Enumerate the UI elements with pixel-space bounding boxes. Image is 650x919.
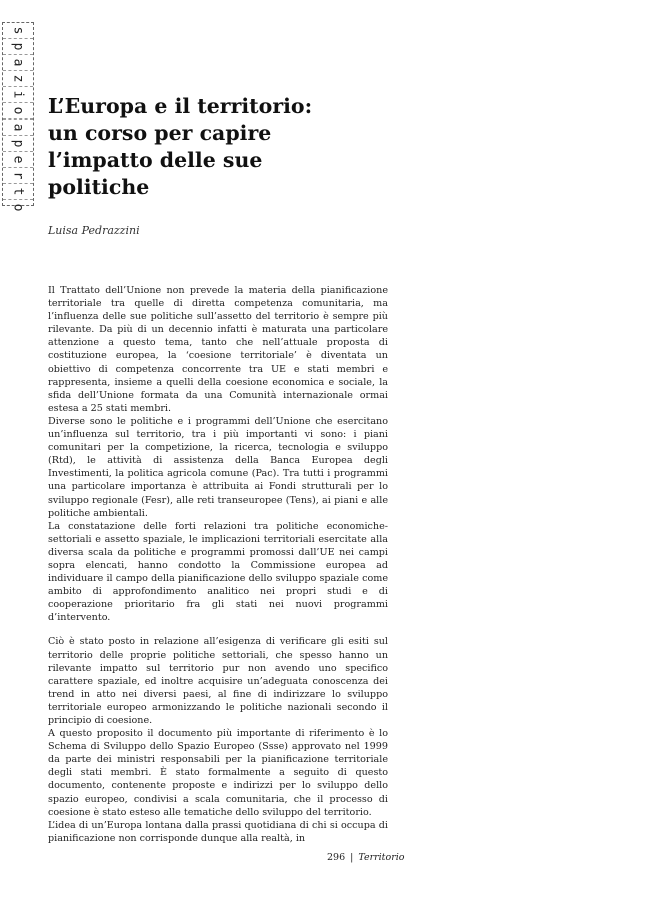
footer-separator: | [350, 852, 354, 863]
section-tab-letter: a [10, 58, 26, 67]
section-tab-letter: t [10, 187, 26, 196]
article-title: L’Europa e il territorio: un corso per capire l’impatto delle sue politiche [48, 94, 313, 199]
section-tab-letter: e [10, 155, 26, 164]
section-tab-cell [3, 184, 33, 200]
journal-name: Territorio [358, 852, 405, 863]
page-footer [327, 852, 405, 863]
body-paragraph: Diverse sono le politiche e i programmi dell’Unione che esercitano un’influenza sul territorio, tra i più importanti vi sono: i piani comunitari per la competizione, la ricerca, tecnologia e sviluppo (Rtd), le attività di assistenza della Banca Europea degli Investimenti, la politica agricola comune (Pac). Tra tutti i programmi una particolare importanza è attribuita ai Fondi strutturali per lo sviluppo regionale (Fesr), alle reti transeuropee (Tens), ai piani e alle politiche ambientali. [48, 415, 388, 519]
section-tab-cell [3, 55, 33, 71]
body-paragraph: Ciò è stato posto in relazione all’esigenza di verificare gli esiti sul territorio delle proprie politiche settoriali, che spesso hanno un rilevante impatto sul territorio pur non avendo uno specifico carattere spaziale, ed inoltre acquisire un’adeguata conoscenza dei trend in atto nei diversi paesi, al fine di indirizzare lo sviluppo territoriale europeo armonizzando le politiche nazionali secondo il principio di coesione. [48, 636, 388, 726]
section-tab-spazio-aperto [2, 22, 34, 212]
page-number: 296 [327, 852, 346, 863]
section-tab-cell [3, 23, 33, 39]
section-tab-cell [3, 152, 33, 168]
body-paragraph: Il Trattato dell’Unione non prevede la materia della pianificazione territoriale tra quelle di diretta competenza comunitaria, ma l’influenza delle sue politiche sull’assetto del territorio è sempre più rilevante. Da più di un decennio infatti è maturata una particolare attenzione a questo tema, tanto che nell’attuale proposta di costituzione europea, la ‘coesione territoriale’ è diventata un obiettivo di competenza concorrente tra UE e stati membri e rappresenta, insieme a quelli della coesione economica e sociale, la sfida dell’Unione formata da una Comunità internazionale ormai estesa a 25 stati membri. [48, 285, 388, 414]
body-paragraph: La constatazione delle forti relazioni tra politiche economiche-settoriali e assetto spaziale, le implicazioni territoriali esercitate alla diversa scala da politiche e programmi promossi dall’UE nei campi sopra elencati, hanno condotto la Commissione europea ad individuare il campo della pianificazione dello sviluppo spaziale come ambito di approfondimento analitico nei propri studi e di cooperazione prioritario fra gli stati nei nuovi programmi d’intervento. [48, 520, 388, 624]
section-tab-letter: o [10, 106, 26, 115]
section-tab-letter: p [10, 139, 26, 148]
section-tab-letter: o [10, 203, 26, 212]
section-tab-letter: i [10, 90, 26, 99]
section-tab-cell [3, 136, 33, 152]
section-tab-letter: p [10, 42, 26, 51]
section-tab-letter: r [10, 171, 26, 180]
section-tab-cell [3, 87, 33, 103]
body-paragraph: L’idea di un’Europa lontana dalla prassi quotidiana di chi si occupa di pianificazione non corrisponde dunque alla realtà, in [48, 819, 388, 844]
section-tab-letter: z [10, 74, 26, 83]
section-tab-cells [3, 23, 33, 212]
section-tab-cell [3, 200, 33, 215]
body-paragraph: A questo proposito il documento più importante di riferimento è lo Schema di Sviluppo dello Spazio Europeo (Ssse) approvato nel 1999 da parte dei ministri responsabili per la pianificazione territoriale degli stati membri. È stato formalmente a seguito di questo documento, contenente proposte e indirizzi per lo sviluppo dello spazio europeo, condivisi a scala comunitaria, che il processo di coesione è stato esteso alle tematiche dello sviluppo del territorio. [48, 728, 388, 818]
section-tab-cell [3, 120, 33, 136]
article-body [48, 284, 388, 845]
section-tab-cell [3, 71, 33, 87]
section-tab-cell [3, 103, 33, 119]
article-author: Luisa Pedrazzini [48, 224, 140, 237]
section-tab-letter: s [10, 26, 26, 35]
section-tab-cell [3, 168, 33, 184]
section-tab-cell [3, 39, 33, 55]
section-tab-letter: a [10, 123, 26, 132]
